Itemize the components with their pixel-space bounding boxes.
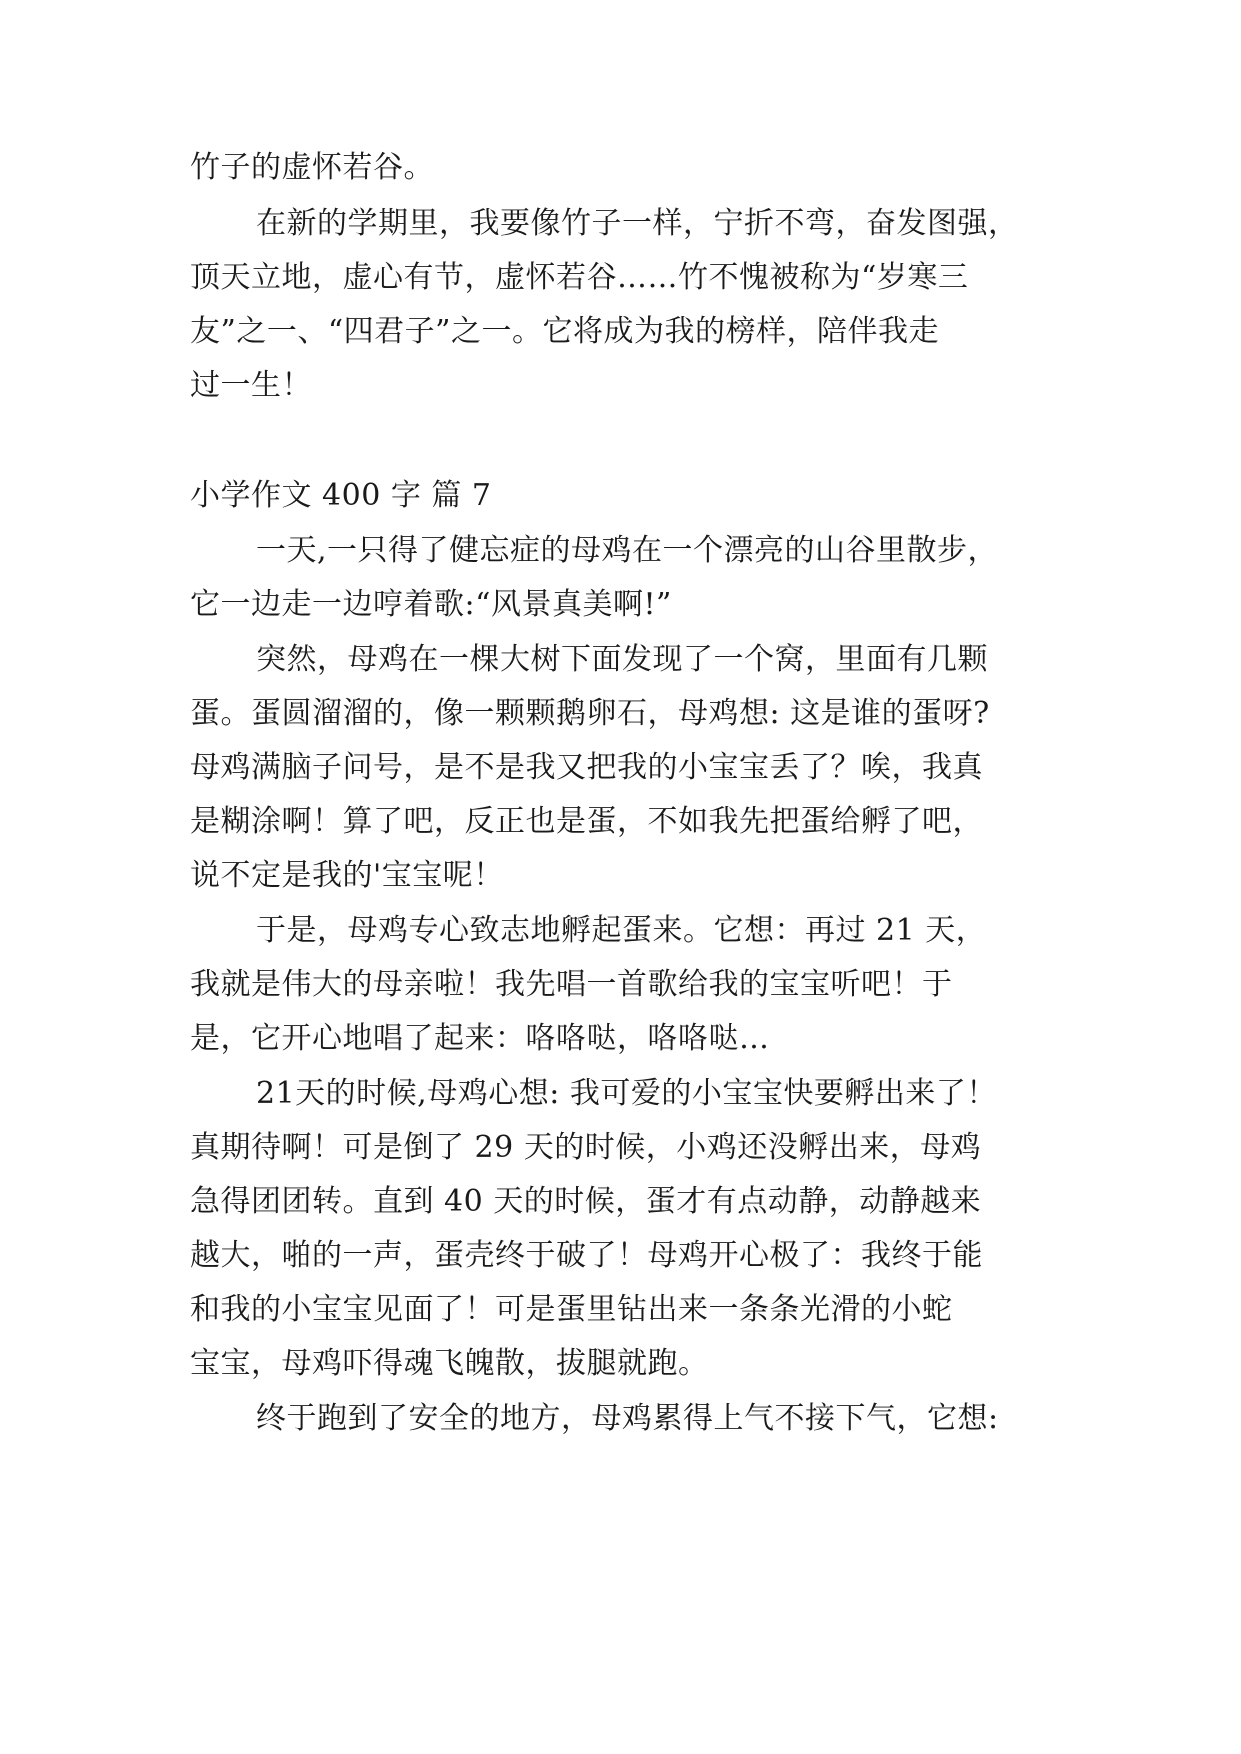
paragraph-start-line: 于是，母鸡专心致志地孵起蛋来。它想：再过 21 天， (256, 913, 987, 948)
text-line: 蛋。蛋圆溜溜的，像一颗颗鹅卵石，母鸡想: 这是谁的蛋呀? (190, 696, 990, 731)
text-line: 友”之一、“四君子”之一。它将成为我的榜样，陪伴我走 (190, 314, 940, 349)
text-line: 我就是伟大的母亲啦！我先唱一首歌给我的宝宝听吧！于 (190, 967, 953, 1002)
text-line: 母鸡满脑子问号，是不是我又把我的小宝宝丢了？唉，我真 (190, 750, 983, 785)
text-line: 是糊涂啊！算了吧，反正也是蛋，不如我先把蛋给孵了吧， (190, 804, 983, 839)
paragraph-start-line: 突然，母鸡在一棵大树下面发现了一个窝，里面有几颗 (256, 642, 988, 677)
paragraph-start-line: 终于跑到了安全的地方，母鸡累得上气不接下气，它想: (256, 1401, 999, 1436)
section-heading: 小学作文 400 字 篇 7 (190, 478, 492, 513)
text-line: 竹子的虚怀若谷。 (190, 150, 434, 185)
paragraph-start-line: 21天的时候,母鸡心想: 我可爱的小宝宝快要孵出来了！ (256, 1076, 997, 1111)
text-line: 它一边走一边哼着歌:“风景真美啊!” (190, 587, 672, 622)
text-line: 宝宝，母鸡吓得魂飞魄散，拔腿就跑。 (190, 1346, 709, 1381)
text-line: 急得团团转。直到 40 天的时候，蛋才有点动静，动静越来 (190, 1184, 982, 1219)
text-line: 说不定是我的'宝宝呢！ (190, 858, 504, 893)
paragraph-start-line: 一天,一只得了健忘症的母鸡在一个漂亮的山谷里散步， (256, 533, 999, 568)
text-line: 过一生！ (190, 368, 312, 403)
text-line: 越大，啪的一声，蛋壳终于破了！母鸡开心极了：我终于能 (190, 1238, 983, 1273)
text-line: 真期待啊！可是倒了 29 天的时候，小鸡还没孵出来，母鸡 (190, 1130, 982, 1165)
text-line: 顶天立地，虚心有节，虚怀若谷……竹不愧被称为“岁寒三 (190, 260, 969, 295)
text-line: 是，它开心地唱了起来：咯咯哒，咯咯哒… (190, 1021, 770, 1056)
paragraph-start-line: 在新的学期里，我要像竹子一样，宁折不弯，奋发图强， (256, 206, 1019, 241)
text-line: 和我的小宝宝见面了！可是蛋里钻出来一条条光滑的小蛇 (190, 1292, 953, 1327)
